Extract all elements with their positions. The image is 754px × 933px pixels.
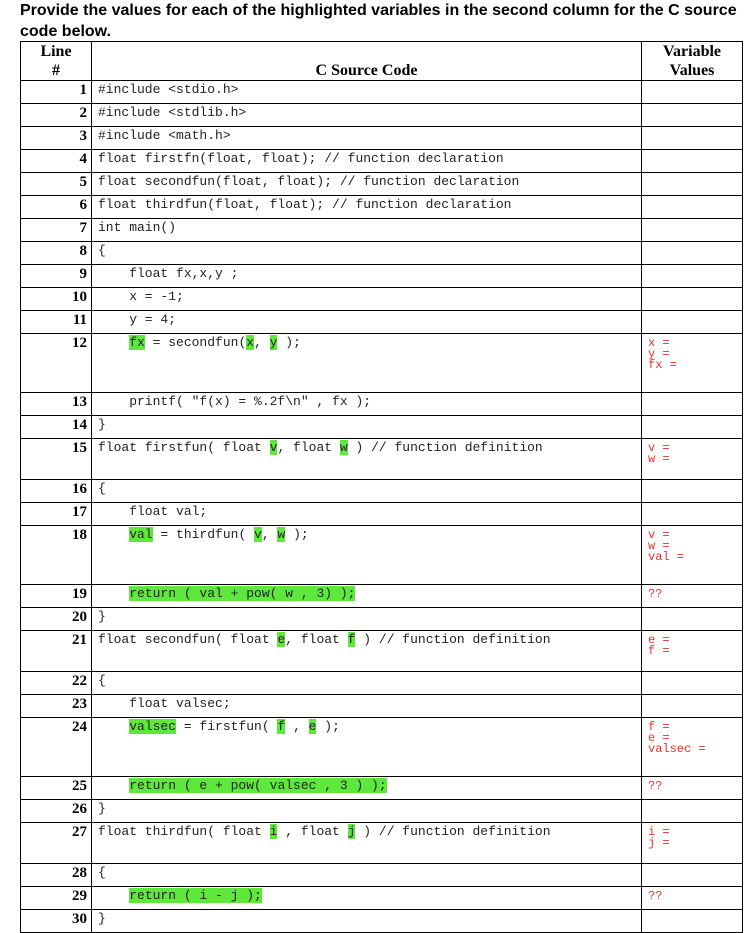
- value-label: e =: [648, 731, 670, 745]
- code-text: ,: [285, 719, 309, 734]
- code-cell: [92, 81, 642, 104]
- code-text: , float: [277, 440, 340, 455]
- code-text: );: [285, 527, 309, 542]
- line-number: 13: [21, 393, 92, 416]
- code-cell: [92, 196, 642, 219]
- line-number: 16: [21, 480, 92, 503]
- code-cell: [92, 127, 642, 150]
- code-text: ,: [254, 335, 270, 350]
- code-cell: [92, 416, 642, 439]
- code-cell: [92, 800, 642, 823]
- code-text: int main(): [98, 220, 177, 235]
- code-text: = firstfun(: [176, 719, 278, 734]
- value-cell: [642, 334, 743, 393]
- code-text: ) // function definition: [347, 440, 543, 455]
- code-cell: [92, 672, 642, 695]
- code-cell: [92, 608, 642, 631]
- value-label: val =: [648, 550, 685, 564]
- table-body: [21, 81, 743, 933]
- line-number: 28: [21, 864, 92, 887]
- highlighted-variable: w: [277, 527, 286, 542]
- line-number: 29: [21, 887, 92, 910]
- code-text: x = -1;: [98, 289, 184, 304]
- value-cell: [642, 480, 743, 503]
- code-text: float firstfun( float: [98, 440, 270, 455]
- value-cell: [642, 777, 743, 800]
- highlighted-variable: fx: [129, 335, 145, 350]
- value-cell: [642, 173, 743, 196]
- code-cell: [92, 887, 642, 910]
- value-label: w =: [648, 452, 670, 466]
- code-text: float val;: [98, 504, 208, 519]
- value-label: ??: [648, 587, 663, 601]
- table-row: [21, 864, 743, 887]
- table-row: [21, 672, 743, 695]
- table-row: [21, 503, 743, 526]
- value-cell: [642, 718, 743, 777]
- table-row: [21, 196, 743, 219]
- value-cell: [642, 242, 743, 265]
- value-label: f =: [648, 644, 670, 658]
- value-cell: [642, 864, 743, 887]
- code-cell: [92, 311, 642, 334]
- code-text: float thirdfun(float, float); // function declaration: [98, 197, 512, 212]
- code-text: [98, 888, 129, 903]
- code-cell: [92, 718, 642, 777]
- code-cell: [92, 585, 642, 608]
- highlighted-variable: f: [277, 719, 286, 734]
- code-cell: [92, 219, 642, 242]
- code-text: float firstfn(float, float); // function declaration: [98, 151, 504, 166]
- code-text: }: [98, 609, 106, 624]
- line-number: 10: [21, 288, 92, 311]
- table-row: [21, 631, 743, 672]
- value-cell: [642, 150, 743, 173]
- code-text: );: [277, 335, 301, 350]
- table-row: [21, 127, 743, 150]
- code-cell: [92, 265, 642, 288]
- page-title: Provide the values for each of the highlighted variables in the second column for the C source code below.: [20, 2, 737, 40]
- line-number: 17: [21, 503, 92, 526]
- value-cell: [642, 672, 743, 695]
- code-cell: [92, 242, 642, 265]
- value-label: ??: [648, 779, 663, 793]
- code-table: [20, 41, 743, 933]
- code-text: [98, 335, 129, 350]
- code-cell: [92, 526, 642, 585]
- code-text: #include <stdlib.h>: [98, 105, 247, 120]
- line-number: 26: [21, 800, 92, 823]
- code-cell: [92, 150, 642, 173]
- line-number: 6: [21, 196, 92, 219]
- highlighted-variable: f: [347, 632, 356, 647]
- line-number: 20: [21, 608, 92, 631]
- code-cell: [92, 823, 642, 864]
- line-number: 7: [21, 219, 92, 242]
- line-number: 8: [21, 242, 92, 265]
- value-label: fx =: [648, 358, 677, 372]
- value-cell: [642, 104, 743, 127]
- table-row: [21, 439, 743, 480]
- table-row: [21, 526, 743, 585]
- code-header: C Source Code: [92, 42, 642, 81]
- value-label: v =: [648, 528, 670, 542]
- value-cell: [642, 81, 743, 104]
- table-row: [21, 777, 743, 800]
- code-text: , float: [277, 824, 348, 839]
- value-label: v =: [648, 441, 670, 455]
- value-cell: [642, 219, 743, 242]
- code-text: float secondfun( float: [98, 632, 278, 647]
- table-row: [21, 173, 743, 196]
- highlighted-variable: e: [308, 719, 317, 734]
- highlighted-variable: return ( val + pow( w , 3) );: [129, 586, 356, 601]
- code-text: = thirdfun(: [152, 527, 255, 542]
- highlighted-variable: w: [339, 440, 348, 455]
- code-cell: [92, 695, 642, 718]
- line-number: 11: [21, 311, 92, 334]
- line-number: 18: [21, 526, 92, 585]
- line-number: 1: [21, 81, 92, 104]
- code-text: , float: [285, 632, 348, 647]
- value-cell: [642, 503, 743, 526]
- code-text: ) // function definition: [355, 824, 551, 839]
- code-text: }: [98, 417, 106, 432]
- line-header: Line #: [21, 42, 92, 81]
- value-label: y =: [648, 347, 670, 361]
- code-text: [98, 719, 129, 734]
- highlighted-variable: return ( e + pow( valsec , 3 ) );: [129, 778, 387, 793]
- value-label: w =: [648, 539, 670, 553]
- value-label: valsec =: [648, 742, 706, 756]
- code-cell: [92, 334, 642, 393]
- value-cell: [642, 695, 743, 718]
- value-cell: [642, 800, 743, 823]
- code-text: #include <stdio.h>: [98, 82, 239, 97]
- line-number: 4: [21, 150, 92, 173]
- table-header-row: [21, 42, 743, 81]
- code-text: ,: [261, 527, 278, 542]
- line-number: 3: [21, 127, 92, 150]
- code-text: y = 4;: [98, 312, 177, 327]
- code-text: {: [98, 481, 106, 496]
- value-label: i =: [648, 825, 670, 839]
- code-text: {: [98, 243, 106, 258]
- table-row: [21, 81, 743, 104]
- table-row: [21, 800, 743, 823]
- highlighted-variable: j: [347, 824, 356, 839]
- code-text: ) // function definition: [355, 632, 551, 647]
- table-row: [21, 608, 743, 631]
- code-text: {: [98, 865, 106, 880]
- value-cell: [642, 608, 743, 631]
- code-text: {: [98, 673, 106, 688]
- code-cell: [92, 288, 642, 311]
- line-number: 9: [21, 265, 92, 288]
- line-number: 25: [21, 777, 92, 800]
- value-label: ??: [648, 889, 663, 903]
- line-number: 2: [21, 104, 92, 127]
- code-text: [98, 527, 129, 542]
- code-cell: [92, 910, 642, 933]
- table-row: [21, 334, 743, 393]
- value-cell: [642, 439, 743, 480]
- line-number: 19: [21, 585, 92, 608]
- table-row: [21, 695, 743, 718]
- code-cell: [92, 777, 642, 800]
- table-row: [21, 265, 743, 288]
- value-cell: [642, 823, 743, 864]
- code-text: = secondfun(: [144, 335, 247, 350]
- code-text: [98, 586, 129, 601]
- table-row: [21, 416, 743, 439]
- table-row: [21, 311, 743, 334]
- code-cell: [92, 864, 642, 887]
- value-cell: [642, 526, 743, 585]
- highlighted-variable: valsec: [129, 719, 177, 734]
- table-row: [21, 718, 743, 777]
- code-cell: [92, 503, 642, 526]
- code-text: printf( "f(x) = %.2f\n" , fx );: [98, 394, 372, 409]
- value-cell: [642, 196, 743, 219]
- line-number: 21: [21, 631, 92, 672]
- table-row: [21, 823, 743, 864]
- value-cell: [642, 631, 743, 672]
- code-cell: [92, 173, 642, 196]
- value-cell: [642, 585, 743, 608]
- line-number: 24: [21, 718, 92, 777]
- table-row: [21, 480, 743, 503]
- value-cell: [642, 393, 743, 416]
- value-cell: [642, 887, 743, 910]
- table-row: [21, 585, 743, 608]
- code-text: float fx,x,y ;: [98, 266, 239, 281]
- code-text: }: [98, 801, 106, 816]
- table-row: [21, 104, 743, 127]
- highlighted-variable: e: [277, 632, 286, 647]
- table-row: [21, 887, 743, 910]
- code-cell: [92, 631, 642, 672]
- value-cell: [642, 127, 743, 150]
- code-text: #include <math.h>: [98, 128, 231, 143]
- table-row: [21, 910, 743, 933]
- value-cell: [642, 288, 743, 311]
- value-label: x =: [648, 336, 670, 350]
- value-cell: [642, 311, 743, 334]
- highlighted-variable: return ( i - j );: [129, 888, 262, 903]
- code-text: [98, 778, 129, 793]
- code-text: );: [316, 719, 340, 734]
- value-label: f =: [648, 720, 670, 734]
- table-row: [21, 288, 743, 311]
- highlighted-variable: y: [269, 335, 278, 350]
- line-number: 14: [21, 416, 92, 439]
- line-number: 23: [21, 695, 92, 718]
- code-cell: [92, 393, 642, 416]
- value-cell: [642, 416, 743, 439]
- code-text: }: [98, 911, 106, 926]
- highlighted-variable: x: [246, 335, 255, 350]
- line-number: 15: [21, 439, 92, 480]
- highlighted-variable: i: [269, 824, 278, 839]
- code-cell: [92, 104, 642, 127]
- values-header: Variable Values: [642, 42, 743, 81]
- table-row: [21, 150, 743, 173]
- line-number: 22: [21, 672, 92, 695]
- code-cell: [92, 480, 642, 503]
- value-label: e =: [648, 633, 670, 647]
- highlighted-variable: val: [129, 527, 153, 542]
- code-text: float secondfun(float, float); // function declaration: [98, 174, 520, 189]
- value-cell: [642, 910, 743, 933]
- value-cell: [642, 265, 743, 288]
- highlighted-variable: v: [269, 440, 278, 455]
- line-number: 27: [21, 823, 92, 864]
- line-number: 12: [21, 334, 92, 393]
- table-row: [21, 219, 743, 242]
- value-label: j =: [648, 836, 670, 850]
- code-cell: [92, 439, 642, 480]
- line-number: 30: [21, 910, 92, 933]
- table-row: [21, 393, 743, 416]
- table-row: [21, 242, 743, 265]
- highlighted-variable: v: [254, 527, 262, 542]
- line-number: 5: [21, 173, 92, 196]
- code-text: float thirdfun( float: [98, 824, 270, 839]
- code-text: float valsec;: [98, 696, 231, 711]
